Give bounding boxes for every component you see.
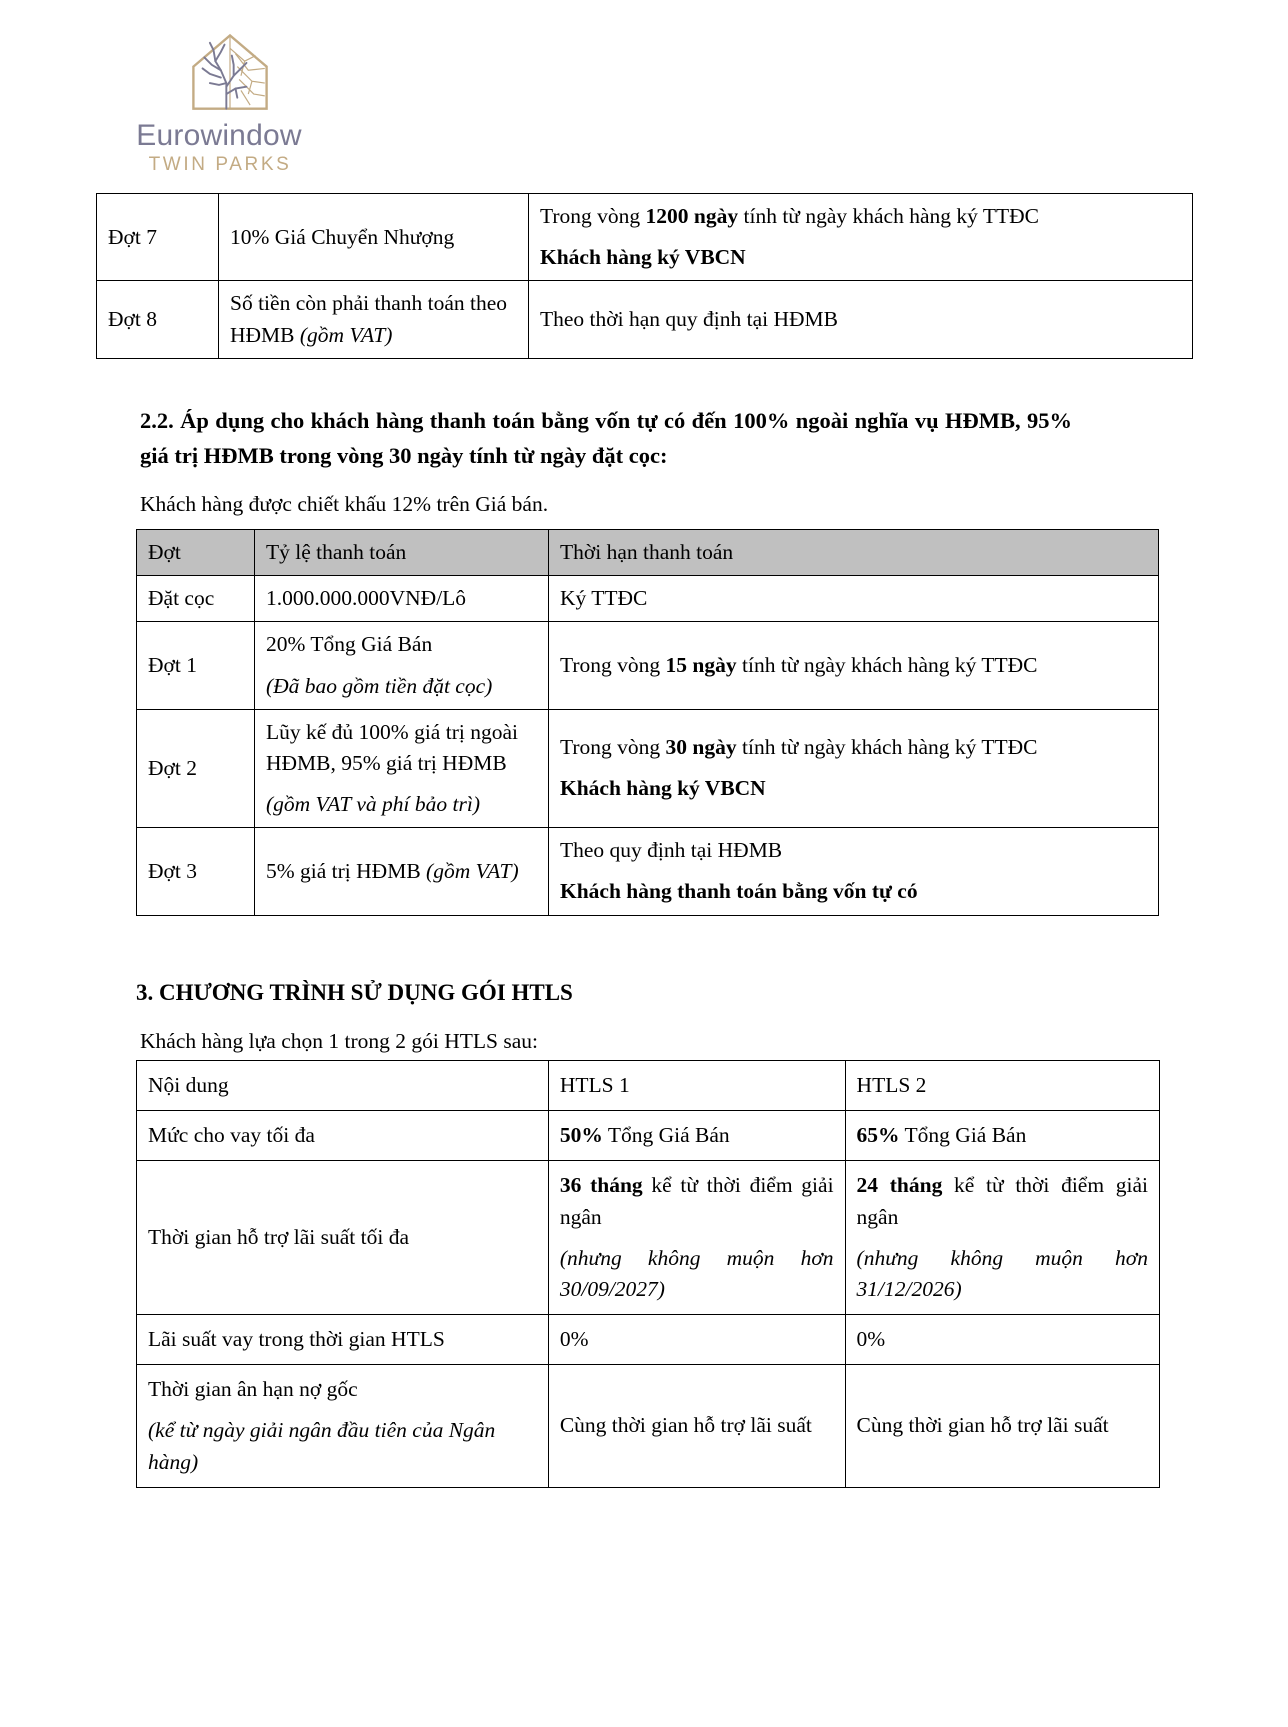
deadline-line-1	[560, 732, 1148, 763]
row-label: Lãi suất vay trong thời gian HTLS	[137, 1315, 549, 1365]
htls1-line-1	[560, 1170, 834, 1232]
deadline-pre: Trong vòng	[560, 652, 666, 677]
column-header-content: Nội dung	[137, 1061, 549, 1111]
row-label: Mức cho vay tối đa	[137, 1111, 549, 1161]
ratio-line-1: 20% Tổng Giá Bán	[266, 632, 433, 657]
htls2-cell	[845, 1161, 1159, 1315]
htls1-value: 36 tháng	[559, 1173, 643, 1198]
column-header-htls1: HTLS 1	[548, 1061, 845, 1111]
ratio-line-2: (gồm VAT và phí bảo trì)	[266, 792, 480, 817]
table-header-row	[137, 530, 1159, 576]
deadline-cell	[529, 194, 1193, 281]
column-header-ratio: Tỷ lệ thanh toán	[255, 530, 549, 576]
deadline-pre: Trong vòng	[540, 204, 646, 228]
row-label: Thời gian hỗ trợ lãi suất tối đa	[137, 1161, 549, 1315]
table-row	[137, 622, 1159, 709]
htls2-line-1	[857, 1170, 1148, 1232]
deadline-highlight: 1200 ngày	[645, 204, 739, 228]
deadline-line-1: Theo quy định tại HĐMB	[560, 838, 783, 863]
deadline-post: tính từ ngày khách hàng ký TTĐC	[736, 735, 1038, 760]
htls2-value: 65%	[856, 1123, 900, 1148]
table-row	[137, 709, 1159, 828]
row-label-note: (kể từ ngày giải ngân đầu tiên của Ngân hàng)	[148, 1418, 496, 1474]
table-header-row	[137, 1061, 1160, 1111]
logo-sub-text: TWIN PARKS	[148, 153, 292, 175]
column-header-stage: Đợt	[137, 530, 255, 576]
table-row	[137, 1315, 1160, 1365]
section-3-heading: 3. CHƯƠNG TRÌNH SỬ DỤNG GÓI HTLS	[136, 980, 573, 1005]
ratio-text: Số tiền còn phải thanh toán theo HĐMB	[230, 291, 508, 347]
stage-cell: Đợt 1	[137, 622, 255, 709]
htls1-value: 50%	[559, 1123, 603, 1148]
brand-logo	[100, 30, 360, 176]
deadline-cell	[549, 709, 1159, 828]
ratio-cell	[255, 622, 549, 709]
htls1-rest: kể từ thời điểm giải ngân	[559, 1173, 834, 1229]
stage-cell: Đợt 8	[97, 281, 219, 358]
deadline-line-2: Khách hàng thanh toán bằng vốn tự có	[560, 879, 918, 904]
ratio-note: (gồm VAT)	[426, 858, 519, 883]
htls2-rest: kể từ thời điểm giải ngân	[856, 1173, 1149, 1229]
section-22-heading: 2.2. Áp dụng cho khách hàng thanh toán bằng vốn tự có đến 100% ngoài nghĩa vụ HĐMB, 95% giá trị HĐMB trong vòng 30 ngày tính từ ngày đặt cọc:	[140, 408, 1072, 468]
ratio-cell: 10% Giá Chuyển Nhượng	[219, 194, 529, 281]
htls-packages-table	[136, 1060, 1160, 1488]
htls2-value: 24 tháng	[856, 1173, 943, 1198]
table-row	[97, 194, 1193, 281]
table-row	[137, 1111, 1160, 1161]
deadline-line-2: Khách hàng ký VBCN	[560, 776, 766, 801]
deadline-cell	[549, 828, 1159, 915]
ratio-line-1: Lũy kế đủ 100% giá trị ngoài HĐMB, 95% giá trị HĐMB	[266, 719, 518, 775]
htls1-rest: Tổng Giá Bán	[602, 1123, 730, 1148]
house-tree-logo-icon	[184, 30, 276, 116]
deadline-highlight: 30 ngày	[665, 735, 737, 760]
htls2-cell: 0%	[845, 1315, 1159, 1365]
ratio-cell	[219, 281, 529, 358]
htls2-cell	[845, 1111, 1159, 1161]
column-header-deadline: Thời hạn thanh toán	[549, 530, 1159, 576]
payment-installments-7-8-table	[96, 193, 1193, 359]
ratio-line-2: (Đã bao gồm tiền đặt cọc)	[266, 673, 493, 698]
deadline-line-2: Khách hàng ký VBCN	[540, 245, 746, 270]
ratio-cell	[255, 709, 549, 828]
htls2-note: (nhưng không muộn hơn 31/12/2026)	[856, 1245, 1148, 1301]
ratio-note: (gồm VAT)	[299, 322, 393, 347]
deadline-cell	[549, 622, 1159, 709]
deadline-cell: Theo thời hạn quy định tại HĐMB	[529, 281, 1193, 358]
stage-cell: Đợt 3	[137, 828, 255, 915]
payment-schedule-table	[136, 529, 1159, 916]
htls-intro: Khách hàng lựa chọn 1 trong 2 gói HTLS sau:	[140, 1029, 538, 1053]
column-header-htls2: HTLS 2	[845, 1061, 1159, 1111]
deadline-cell: Ký TTĐC	[549, 576, 1159, 622]
htls1-cell: Cùng thời gian hỗ trợ lãi suất	[548, 1365, 845, 1488]
discount-note: Khách hàng được chiết khấu 12% trên Giá bán.	[140, 492, 549, 516]
deadline-post: tính từ ngày khách hàng ký TTĐC	[736, 652, 1038, 677]
htls2-rest: Tổng Giá Bán	[899, 1123, 1027, 1148]
ratio-text: 5% giá trị HĐMB	[266, 858, 427, 883]
table-row	[137, 828, 1159, 915]
table-row	[137, 1365, 1160, 1488]
ratio-cell: 1.000.000.000VNĐ/Lô	[255, 576, 549, 622]
htls1-cell	[548, 1161, 845, 1315]
row-label-main: Thời gian ân hạn nợ gốc	[148, 1377, 358, 1402]
table-row	[137, 576, 1159, 622]
table-row	[137, 1161, 1160, 1315]
table-row	[97, 281, 1193, 358]
deadline-pre: Trong vòng	[560, 735, 666, 760]
ratio-cell	[255, 828, 549, 915]
stage-cell: Đợt 2	[137, 709, 255, 828]
htls1-cell: 0%	[548, 1315, 845, 1365]
htls2-cell: Cùng thời gian hỗ trợ lãi suất	[845, 1365, 1159, 1488]
deadline-post: tính từ ngày khách hàng ký TTĐC	[738, 204, 1040, 228]
logo-brand-text: Eurowindow	[136, 119, 302, 152]
stage-cell: Đặt cọc	[137, 576, 255, 622]
row-label	[137, 1365, 549, 1488]
stage-cell: Đợt 7	[97, 194, 219, 281]
deadline-highlight: 15 ngày	[665, 652, 737, 677]
htls1-cell	[548, 1111, 845, 1161]
deadline-line-1	[540, 201, 1182, 232]
htls1-note: (nhưng không muộn hơn 30/09/2027)	[559, 1245, 834, 1301]
